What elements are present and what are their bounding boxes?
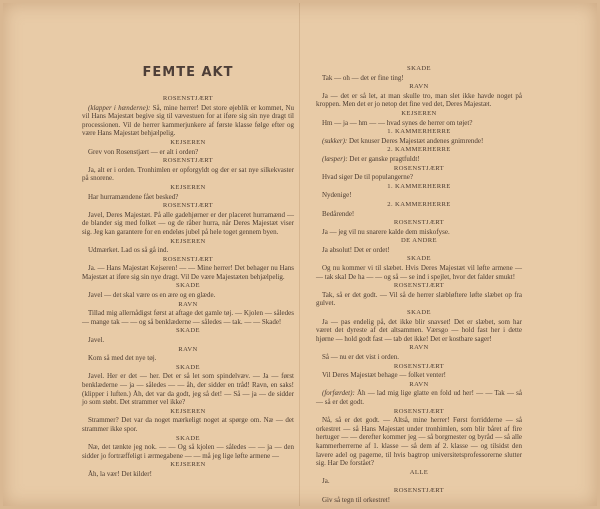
speech-line	[316, 119, 522, 128]
speech-line	[316, 264, 522, 281]
speech-text: Det knuser Deres Majestæt andenes gnimrende!	[347, 136, 484, 145]
speech-line	[316, 155, 522, 164]
speaker-name: ROSENSTJÆRT	[162, 255, 214, 263]
speech-line	[82, 443, 294, 460]
speaker-name: RAVN	[409, 380, 429, 388]
speech-line	[82, 336, 294, 345]
speech-text: Og nu kommer vi til slæbet. Hvis Deres Majestæt vil løfte armene — — tak skal De ha — — og så — se ind i spejlet, hvor det falder smukt!	[316, 264, 522, 281]
speaker-name: RAVN	[178, 300, 198, 308]
speech-text: Ja. — Hans Majestæt Kejseren! — — Mine herrer! Det behager nu Hans Majestæt at iføre sig sin nye dragt. Vil De være Majestæten behjælpelig.	[82, 264, 294, 281]
speech-text: Ja.	[322, 477, 330, 486]
speaker-name: RAVN	[409, 344, 429, 352]
speaker-name: ROSENSTJÆRT	[162, 157, 214, 165]
speech-text: Ja absolut! Det er ordet!	[322, 245, 390, 254]
speech-line	[82, 193, 294, 202]
speech-line	[316, 74, 522, 83]
speech-text: Hvad siger De til populangerne?	[322, 173, 413, 182]
speech-text: Giv så tegn til orkestret!	[322, 495, 391, 504]
speaker-name: SKADE	[176, 327, 200, 335]
speech-text: Tak — oh — det er fine ting!	[322, 73, 404, 82]
speech-text: Udmærket. Lad os så gå ind.	[88, 246, 169, 255]
speaker-name: DE ANDRE	[401, 237, 437, 245]
stage-direction: (klapper i hænderne):	[88, 103, 151, 112]
speech-line	[316, 210, 522, 219]
speaker-name: ROSENSTJÆRT	[393, 407, 445, 415]
speech-text: Hm — ja — hm — — hvad synes de herrer om tøjet?	[322, 118, 473, 127]
speech-text: Javel.	[88, 336, 105, 345]
speech-line	[82, 372, 294, 406]
act-title: FEMTE AKT	[142, 65, 234, 80]
speaker-name: SKADE	[407, 65, 431, 72]
speech-text: Javel. Her er det — her. Det er så let som spindelvæv. — Ja — først benklæderne — ja — således — — åh, der sidder en tråd! Ravn, en saks! (klipper i luften.) Åh, det var da godt, jeg så det! — Så — ja — de sidder jo som støbt. Det strammer vel ikke?	[82, 372, 294, 407]
speech-line	[316, 371, 522, 380]
speech-text: Tillad mig allernådigst først at aftage det gamle tøj. — Kjolen — således — mange tak — — og så benklæderne — således — tak. — — Skade!	[82, 309, 294, 326]
speech-line	[316, 353, 522, 362]
speaker-name: SKADE	[176, 363, 200, 371]
speech-line	[82, 264, 294, 281]
speech-text: Så, mine herrer! Det store øjeblik er kommet, Nu vil Hans Majestæt begive sig til vævestuen for at iføre sig sin nye dragt til processionen. Vil de herrer kammerjunkere af første klasse følge efter og være Hans Majestæt behjælpelig.	[82, 103, 294, 138]
speech-line	[316, 318, 522, 344]
speech-line	[82, 291, 294, 300]
speech-line	[316, 389, 522, 406]
speaker-name: ALLE	[409, 468, 429, 476]
speaker-name: KEJSEREN	[170, 183, 206, 191]
speaker-name: ROSENSTJÆRT	[162, 95, 214, 102]
speech-text: Nydenige!	[322, 191, 352, 200]
stage-direction: (sukker):	[322, 136, 348, 145]
right-column	[316, 64, 522, 505]
speaker-name: ROSENSTJÆRT	[393, 164, 445, 172]
speech-text: Javel — det skal være os en ære og en glæde.	[88, 291, 216, 300]
speech-line	[82, 148, 294, 157]
speech-line	[316, 496, 522, 505]
speech-text: Grev von Rosenstjært — er alt i orden?	[88, 147, 199, 156]
speaker-name: 1. KAMMERHERRE	[387, 182, 451, 190]
speech-text: Ja — pas endelig på, det ikke blir snavset! Det er slæbet, som har været det dyreste af det altsammen. Værsgo — hold fast her i dette hjørne — hold godt fast — tab det ikke! Det er kostbare sager!	[316, 317, 522, 343]
speaker-name: KEJSEREN	[170, 138, 206, 146]
speech-text: Åh, la vær! Det kilder!	[88, 469, 152, 478]
speech-text: Næ, det tænkte jeg nok. — — Og så kjolen — således — — ja — den sidder jo fortræffeligt i ærmegabene — — må jeg lige løfte armene —	[82, 443, 294, 460]
speech-text: Tak, så er det godt. — Vil så de herrer slæbløftere løfte slæbet op fra gulvet.	[316, 290, 522, 308]
speech-text: Åh — lad mig lige glatte en fold ud her! — — Tak — så — så er det godt.	[316, 389, 522, 406]
speech-text: Bedårende!	[322, 209, 355, 218]
speaker-name: SKADE	[176, 282, 200, 290]
speaker-name: KEJSEREN	[170, 461, 206, 469]
stage-direction: (forfærdet):	[322, 389, 355, 398]
speech-line	[82, 104, 294, 138]
speech-line	[316, 137, 522, 146]
speaker-name: ROSENSTJÆRT	[162, 202, 214, 210]
speaker-name: KEJSEREN	[170, 237, 206, 245]
speech-text: Strammer? Det var da noget mærkeligt noget at spørge om. Næ — det strammer ikke spor.	[82, 416, 294, 433]
speech-line	[82, 211, 294, 237]
speaker-name: KEJSEREN	[170, 407, 206, 415]
speaker-name: ROSENSTJÆRT	[393, 219, 445, 227]
left-column	[82, 64, 294, 480]
speaker-name: ROSENSTJÆRT	[393, 362, 445, 370]
speaker-name: RAVN	[409, 83, 429, 91]
speaker-name: 2. KAMMERHERRE	[387, 146, 451, 154]
speech-line	[316, 92, 522, 109]
speech-line	[82, 166, 294, 183]
speech-text: Vil Deres Majestæt behage — folket venter!	[322, 371, 446, 380]
speech-text: Ja — jeg vil nu snarere kalde dem miskofyse.	[322, 227, 450, 236]
speech-line	[316, 246, 522, 255]
speech-line	[316, 191, 522, 200]
speaker-name: KEJSEREN	[401, 109, 437, 117]
speaker-name: SKADE	[407, 309, 431, 317]
speech-text: Nå, så er det godt. — Altså, mine herrer! Først forridderne — så orkestret — så Hans Majestæt under tronhimlen, som blir båret af fire hertuger — — derefter kommer jeg — så borgmester og byråd — så alle kammerherrerne af 1. klasse — så dem af 2. klasse — og tilsidst den lavere adel og pagerne, til hvis bagtrop universitetsprofessorerne slutter sig. Har De forstået?	[316, 416, 522, 468]
speech-line	[316, 416, 522, 468]
speaker-name: ROSENSTJÆRT	[393, 486, 445, 494]
left-dialogue	[82, 95, 294, 479]
speech-text: Så — nu er det vist i orden.	[322, 353, 399, 361]
speech-line	[82, 416, 294, 433]
speaker-name: SKADE	[407, 255, 431, 263]
speech-line	[316, 173, 522, 182]
speech-text: Javel, Deres Majestæt. På alle gadehjørner er der placeret hurramænd — de blander sig med folket — og de råber hurra, når Deres Majestæt viser sig. Jeg kan garantere for en endeløs jubel på hele toget gennem byen.	[82, 210, 294, 236]
speech-line	[82, 470, 294, 479]
speech-line	[316, 477, 522, 486]
speech-line	[82, 246, 294, 255]
speaker-name: 2. KAMMERHERRE	[387, 200, 451, 208]
speech-line	[82, 309, 294, 326]
speech-text: Ja, alt er i orden. Tronhimlen er opforgyldt og der er sat nye silkekvaster på snorene.	[82, 165, 294, 183]
speech-text: Har hurramændene fået besked?	[88, 192, 179, 201]
speech-line	[316, 291, 522, 308]
center-fold	[299, 3, 300, 506]
right-dialogue	[316, 65, 522, 504]
speech-text: Kom så med det nye tøj.	[88, 354, 157, 363]
speaker-name: SKADE	[176, 434, 200, 442]
speaker-name: ROSENSTJÆRT	[393, 282, 445, 290]
speech-line	[82, 354, 294, 363]
speech-text: Det er ganske pragtfuldt!	[347, 154, 420, 163]
stage-direction: (læsper):	[322, 154, 348, 163]
speaker-name: RAVN	[178, 345, 198, 353]
speaker-name: 1. KAMMERHERRE	[387, 128, 451, 136]
speech-line	[316, 228, 522, 237]
speech-text: Ja — det er så let, at man skulle tro, man slet ikke havde noget på kroppen. Men det er jo netop det fine ved det, Deres Majestæt.	[316, 91, 522, 109]
